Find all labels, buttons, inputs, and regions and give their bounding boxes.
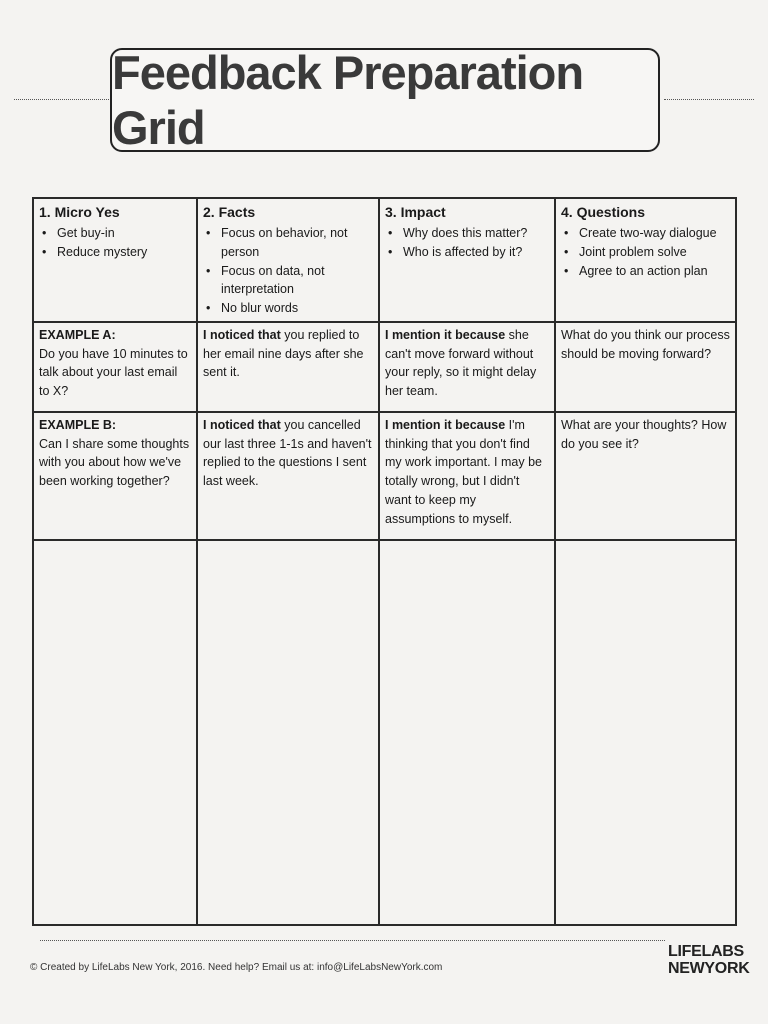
lifelabs-logo <box>668 943 750 978</box>
feedback-grid <box>32 197 737 926</box>
bullet-item: • Focus on data, not interpretation <box>217 262 373 300</box>
example-a-facts <box>197 322 379 412</box>
example-text: Can I share some thoughts with you about how we've been working together? <box>39 436 190 488</box>
example-label: EXAMPLE A: <box>39 327 116 342</box>
bullet-list <box>561 224 730 280</box>
bullet-list <box>39 224 191 262</box>
title-box <box>110 48 660 152</box>
lead-phrase: I mention it because <box>385 327 506 342</box>
page-title: Feedback Preparation Grid <box>112 46 584 154</box>
bullet-item: • Why does this matter? <box>399 224 549 243</box>
footer-credit: © Created by LifeLabs New York, 2016. Need help? Email us at: info@LifeLabsNewYork.com <box>30 962 443 973</box>
lead-phrase: I mention it because <box>385 417 506 432</box>
logo-line-2: NEWYORK <box>668 959 750 977</box>
bullet-item: • Create two-way dialogue <box>575 224 730 243</box>
blank-cell[interactable] <box>197 540 379 925</box>
example-text: she can't move forward without your reply, so it might delay her team. <box>385 327 537 398</box>
example-b-row <box>33 412 736 540</box>
bullet-item: • Focus on behavior, not person <box>217 224 373 262</box>
example-text: What are your thoughts? How do you see it? <box>561 417 727 451</box>
logo-line-1: LIFELABS <box>668 943 744 960</box>
bullet-item: • Joint problem solve <box>575 243 730 262</box>
example-text: Do you have 10 minutes to talk about your last email to X? <box>39 346 188 398</box>
example-text: I'm thinking that you don't find my work important. I may be totally wrong, but I didn't want to keep my assumptions to myself. <box>385 417 542 526</box>
column-micro-yes <box>33 198 197 322</box>
blank-cell[interactable] <box>379 540 555 925</box>
blank-cell[interactable] <box>555 540 736 925</box>
example-b-questions <box>555 412 736 540</box>
lead-phrase: I noticed that <box>203 417 281 432</box>
header-row <box>33 198 736 322</box>
bullet-item: • Agree to an action plan <box>575 262 730 281</box>
column-questions <box>555 198 736 322</box>
example-text: you replied to her email nine days after she sent it. <box>203 327 364 380</box>
bullet-item: • No blur words <box>217 299 373 318</box>
right-dotted-rule <box>664 99 754 100</box>
blank-cell[interactable] <box>33 540 197 925</box>
lead-phrase: I noticed that <box>203 327 281 342</box>
bullet-item: • Get buy-in <box>53 224 191 243</box>
footer-dotted-rule <box>40 940 665 941</box>
column-heading: 3. Impact <box>385 204 446 220</box>
column-heading: 1. Micro Yes <box>39 204 120 220</box>
example-a-row <box>33 322 736 412</box>
bullet-item: • Who is affected by it? <box>399 243 549 262</box>
example-b-facts <box>197 412 379 540</box>
example-label: EXAMPLE B: <box>39 417 117 432</box>
example-a-impact <box>379 322 555 412</box>
bullet-list <box>203 224 373 318</box>
column-heading: 4. Questions <box>561 204 646 220</box>
example-text: What do you think our process should be moving forward? <box>561 327 730 361</box>
example-a-questions <box>555 322 736 412</box>
blank-row <box>33 540 736 925</box>
bullet-list <box>385 224 549 262</box>
example-b-impact <box>379 412 555 540</box>
column-facts <box>197 198 379 322</box>
bullet-item: • Reduce mystery <box>53 243 191 262</box>
left-dotted-rule <box>14 99 109 100</box>
example-text: you cancelled our last three 1-1s and haven't replied to the questions I sent last week. <box>203 417 372 488</box>
column-impact <box>379 198 555 322</box>
column-heading: 2. Facts <box>203 204 256 220</box>
example-a-micro-yes <box>33 322 197 412</box>
example-b-micro-yes <box>33 412 197 540</box>
